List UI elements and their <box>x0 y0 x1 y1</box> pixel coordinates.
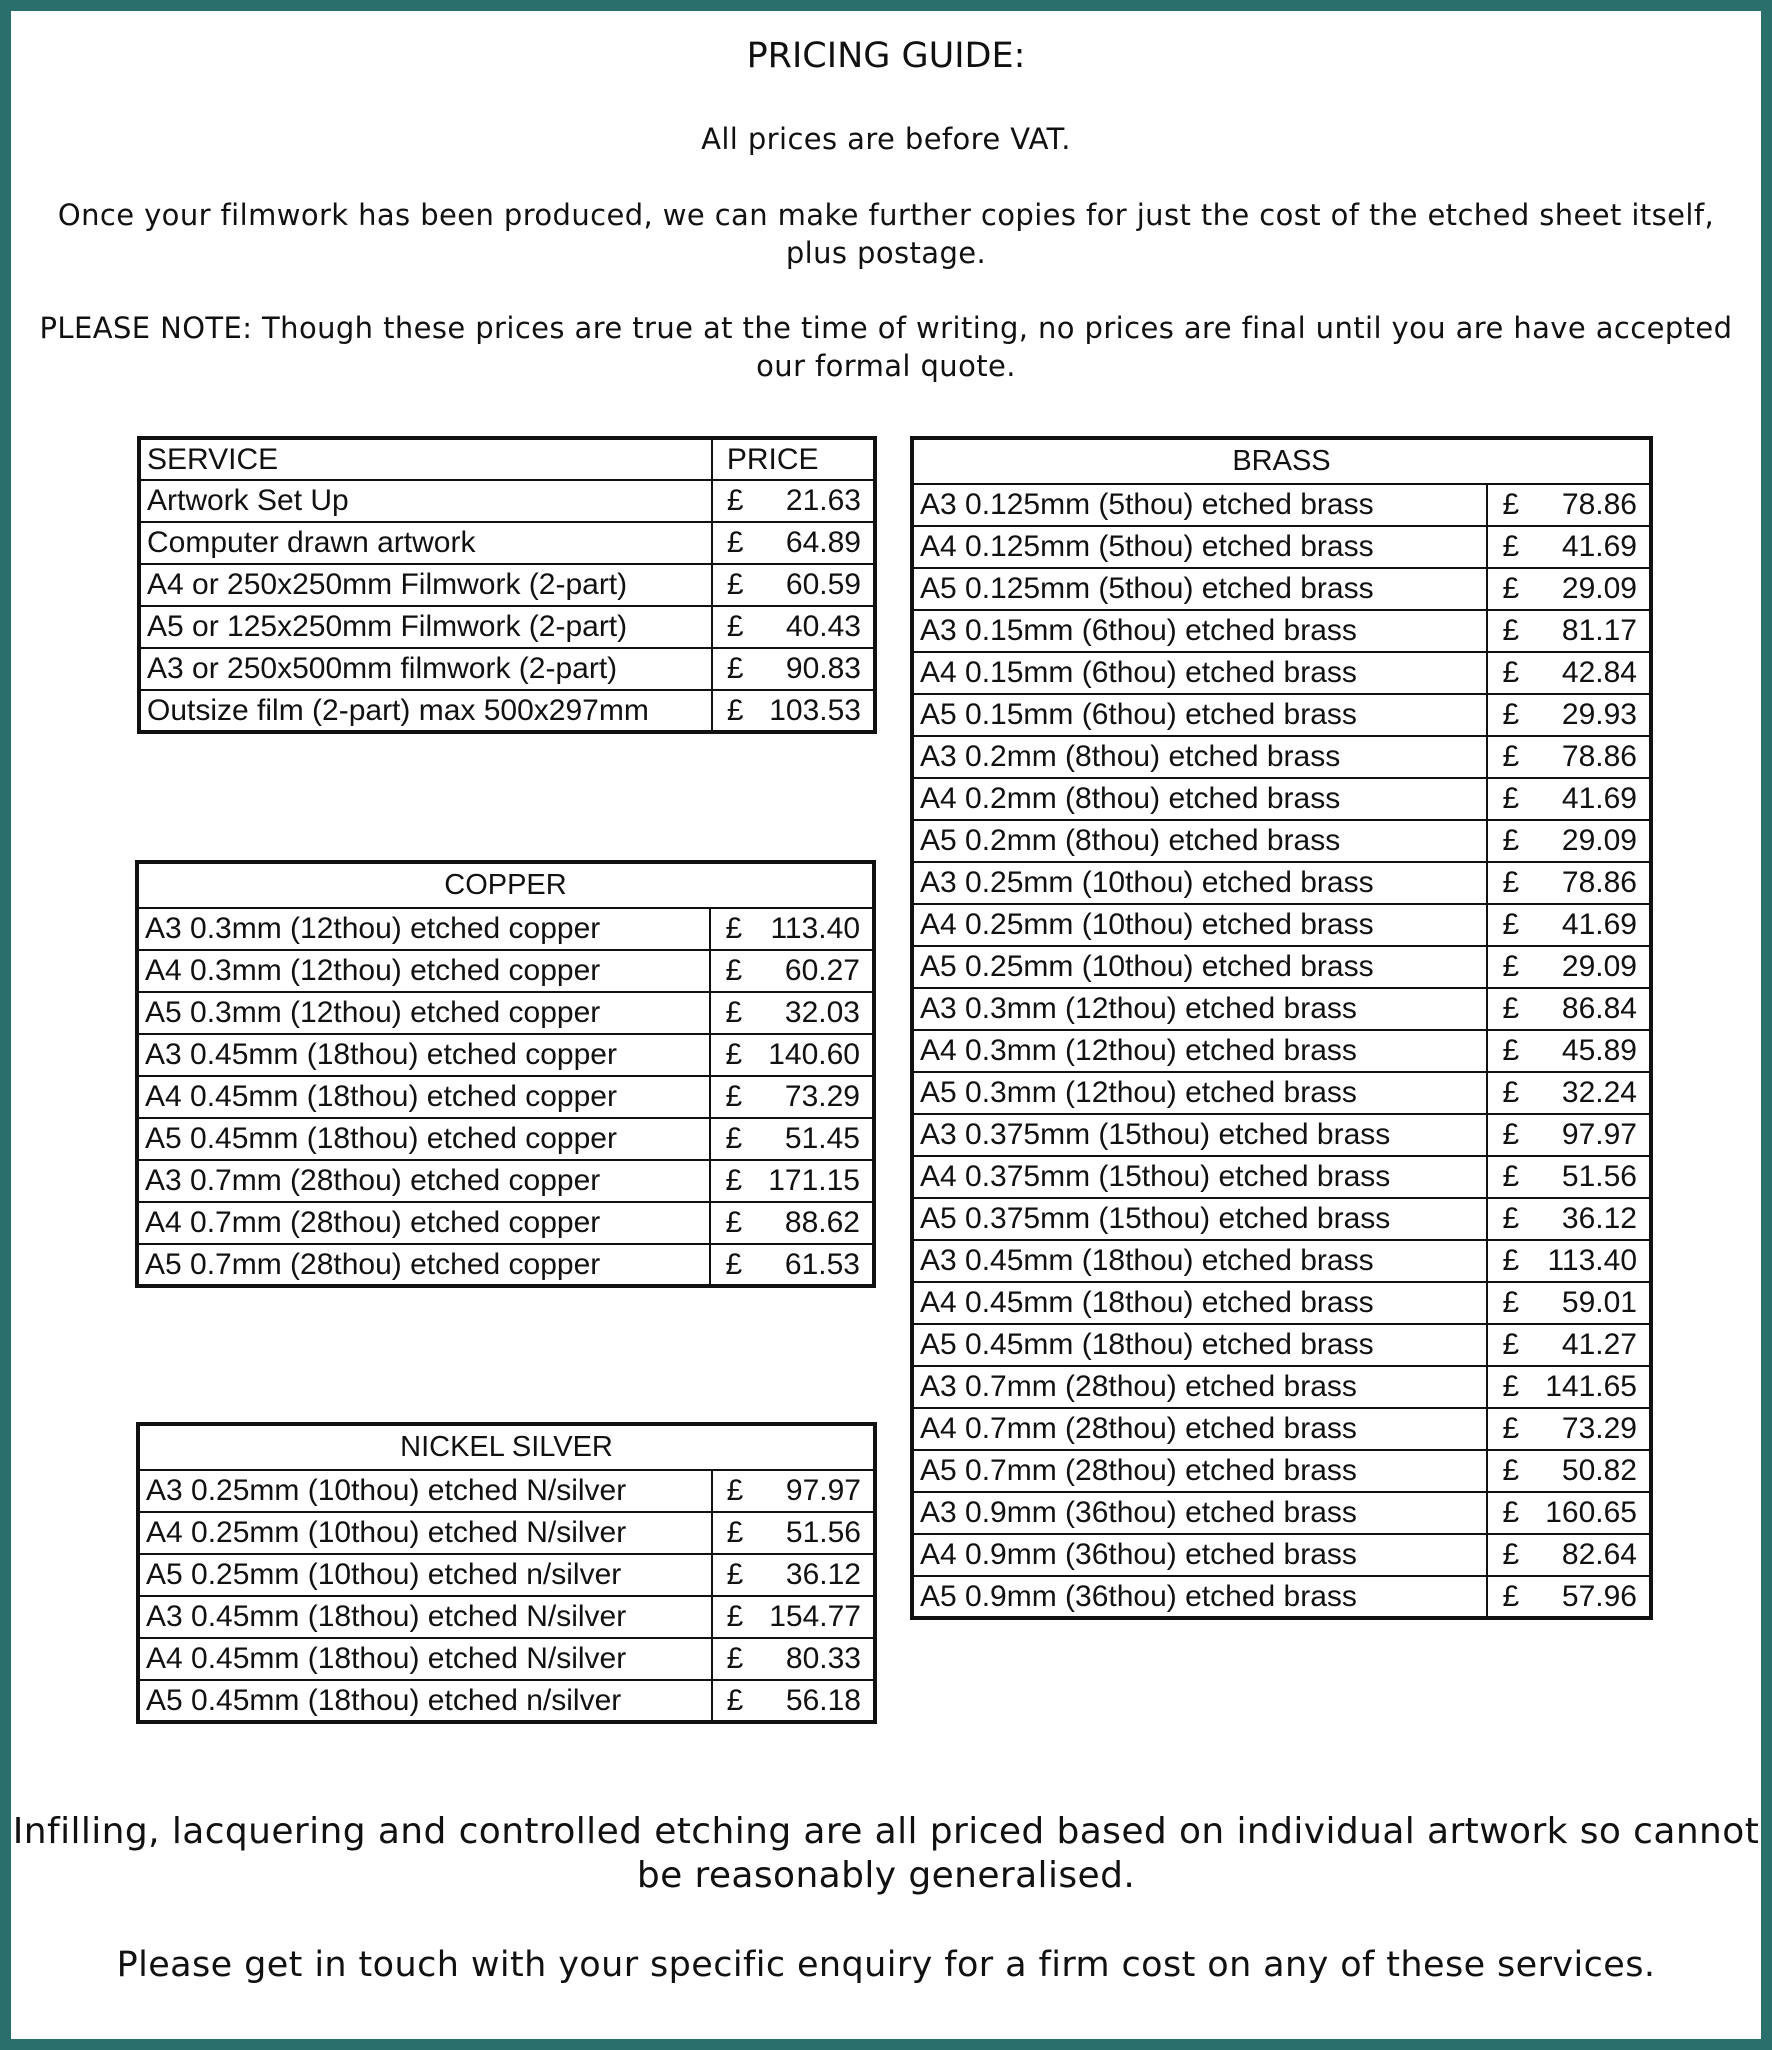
vat-note: All prices are before VAT. <box>701 122 1071 156</box>
price-cell <box>1487 526 1651 568</box>
price-value: 40.43 <box>785 610 861 643</box>
currency-symbol: £ <box>1502 1328 1520 1361</box>
price-cell <box>1487 1282 1651 1324</box>
please-note: PLEASE NOTE: Though these prices are true at the time of writing, no prices are final until you are have accepted our formal quote. <box>39 311 1733 383</box>
price-value: 78.86 <box>1561 866 1637 899</box>
service-cell: A3 0.9mm (36thou) etched brass <box>912 1492 1487 1534</box>
table-row <box>138 1512 875 1554</box>
currency-symbol: £ <box>726 693 744 727</box>
nickel-silver-table-body <box>138 1470 875 1722</box>
price-cell <box>712 606 875 648</box>
table-row <box>912 946 1651 988</box>
price-value: 41.69 <box>1561 782 1637 815</box>
service-cell: A5 0.25mm (10thou) etched n/silver <box>138 1554 712 1596</box>
service-cell: A5 0.2mm (8thou) etched brass <box>912 820 1487 862</box>
table-row <box>912 610 1651 652</box>
table-row <box>912 1450 1651 1492</box>
table-row <box>139 480 875 522</box>
currency-symbol: £ <box>725 996 743 1029</box>
price-cell <box>712 1638 875 1680</box>
table-row <box>138 1470 875 1512</box>
infill-note: Infilling, lacquering and controlled etching are all priced based on individual artwork so cannot be reasonably generalised. <box>12 1811 1760 1896</box>
price-value: 51.56 <box>1561 1160 1637 1193</box>
price-value: 29.09 <box>1561 824 1637 857</box>
service-cell: A5 0.25mm (10thou) etched brass <box>912 946 1487 988</box>
price-cell <box>1487 1576 1651 1618</box>
table-row <box>912 484 1651 526</box>
price-value: 154.77 <box>769 1600 861 1633</box>
table-row <box>912 1492 1651 1534</box>
price-cell <box>712 480 875 522</box>
service-cell: A4 0.7mm (28thou) etched copper <box>137 1202 710 1244</box>
price-cell <box>710 1076 874 1118</box>
service-cell: A4 0.45mm (18thou) etched copper <box>137 1076 710 1118</box>
price-cell <box>712 1512 875 1554</box>
price-value: 57.96 <box>1561 1579 1637 1613</box>
price-value: 29.93 <box>1561 698 1637 731</box>
price-value: 73.29 <box>784 1080 860 1113</box>
price-value: 141.65 <box>1545 1370 1637 1403</box>
service-cell: A5 0.45mm (18thou) etched copper <box>137 1118 710 1160</box>
currency-symbol: £ <box>726 568 744 601</box>
currency-symbol: £ <box>1502 740 1520 773</box>
price-value: 80.33 <box>785 1642 861 1675</box>
price-cell <box>1487 1408 1651 1450</box>
price-cell <box>1487 1156 1651 1198</box>
price-cell <box>1487 652 1651 694</box>
service-column-header: SERVICE <box>139 438 712 480</box>
price-cell <box>1487 1492 1651 1534</box>
currency-symbol: £ <box>1502 1538 1520 1571</box>
price-value: 56.18 <box>785 1683 861 1717</box>
table-row <box>139 648 875 690</box>
price-value: 90.83 <box>785 652 861 685</box>
currency-symbol: £ <box>1502 530 1520 563</box>
price-cell <box>1487 862 1651 904</box>
service-cell: A5 0.7mm (28thou) etched brass <box>912 1450 1487 1492</box>
price-cell <box>712 522 875 564</box>
price-value: 140.60 <box>768 1038 860 1071</box>
price-cell <box>1487 946 1651 988</box>
currency-symbol: £ <box>725 1122 743 1155</box>
table-row <box>912 862 1651 904</box>
table-row <box>912 1366 1651 1408</box>
currency-symbol: £ <box>1502 1412 1520 1445</box>
table-row <box>912 526 1651 568</box>
price-value: 171.15 <box>768 1164 860 1197</box>
price-cell <box>1487 778 1651 820</box>
service-cell: A4 0.45mm (18thou) etched N/silver <box>138 1638 712 1680</box>
currency-symbol: £ <box>726 610 744 643</box>
service-cell: A5 0.45mm (18thou) etched n/silver <box>138 1680 712 1722</box>
price-cell <box>710 1244 874 1286</box>
currency-symbol: £ <box>1502 1034 1520 1067</box>
price-value: 32.03 <box>784 996 860 1029</box>
price-cell <box>1487 1324 1651 1366</box>
price-value: 97.97 <box>785 1474 861 1507</box>
currency-symbol: £ <box>1502 992 1520 1025</box>
price-value: 45.89 <box>1561 1034 1637 1067</box>
price-cell <box>1487 484 1651 526</box>
price-cell <box>1487 1450 1651 1492</box>
price-value: 113.40 <box>770 912 860 945</box>
service-cell: A3 0.25mm (10thou) etched brass <box>912 862 1487 904</box>
service-cell: A5 0.375mm (15thou) etched brass <box>912 1198 1487 1240</box>
currency-symbol: £ <box>1502 1118 1520 1151</box>
service-cell: A3 0.2mm (8thou) etched brass <box>912 736 1487 778</box>
table-row <box>137 1244 874 1286</box>
nickel-silver-price-table <box>136 1422 877 1724</box>
service-cell: A3 0.3mm (12thou) etched brass <box>912 988 1487 1030</box>
table-row <box>912 820 1651 862</box>
table-header-row <box>137 862 874 908</box>
price-value: 81.17 <box>1561 614 1637 647</box>
price-cell <box>710 1160 874 1202</box>
service-cell: A4 or 250x250mm Filmwork (2-part) <box>139 564 712 606</box>
price-value: 36.12 <box>785 1558 861 1591</box>
page-title: PRICING GUIDE: <box>746 36 1026 76</box>
price-cell <box>712 1554 875 1596</box>
table-row <box>912 1030 1651 1072</box>
table-row <box>138 1554 875 1596</box>
price-column-header: PRICE <box>712 438 875 480</box>
service-cell: A3 0.15mm (6thou) etched brass <box>912 610 1487 652</box>
currency-symbol: £ <box>726 1516 744 1549</box>
price-cell <box>1487 1114 1651 1156</box>
currency-symbol: £ <box>1502 824 1520 857</box>
table-row <box>912 1198 1651 1240</box>
price-value: 78.86 <box>1561 488 1637 521</box>
price-value: 60.27 <box>784 954 860 987</box>
price-cell <box>1487 1072 1651 1114</box>
table-row <box>138 1596 875 1638</box>
price-cell <box>1487 1366 1651 1408</box>
price-value: 73.29 <box>1561 1412 1637 1445</box>
currency-symbol: £ <box>725 1164 743 1197</box>
currency-symbol: £ <box>726 526 744 559</box>
table-row <box>139 564 875 606</box>
table-row <box>912 1114 1651 1156</box>
service-cell: A4 0.45mm (18thou) etched brass <box>912 1282 1487 1324</box>
price-cell <box>712 648 875 690</box>
table-row <box>912 652 1651 694</box>
currency-symbol: £ <box>725 1038 743 1071</box>
table-row <box>912 694 1651 736</box>
currency-symbol: £ <box>726 1474 744 1507</box>
currency-symbol: £ <box>1502 572 1520 605</box>
table-row <box>912 1240 1651 1282</box>
table-row <box>912 736 1651 778</box>
currency-symbol: £ <box>726 1600 744 1633</box>
price-cell <box>710 908 874 950</box>
price-cell <box>1487 1534 1651 1576</box>
price-cell <box>712 690 875 732</box>
service-price-table <box>137 436 877 734</box>
table-row <box>912 988 1651 1030</box>
service-cell: A4 0.25mm (10thou) etched brass <box>912 904 1487 946</box>
price-value: 59.01 <box>1561 1286 1637 1319</box>
price-value: 41.27 <box>1561 1328 1637 1361</box>
price-value: 160.65 <box>1545 1496 1637 1529</box>
table-row <box>912 568 1651 610</box>
service-cell: A5 0.7mm (28thou) etched copper <box>137 1244 710 1286</box>
brass-table-body <box>912 484 1651 1618</box>
currency-symbol: £ <box>1502 1202 1520 1235</box>
table-header-row <box>912 438 1651 484</box>
table-row <box>137 1076 874 1118</box>
table-row <box>912 1408 1651 1450</box>
table-header-row <box>138 1424 875 1470</box>
service-cell: A4 0.2mm (8thou) etched brass <box>912 778 1487 820</box>
table-row <box>912 1072 1651 1114</box>
service-cell: A3 0.45mm (18thou) etched copper <box>137 1034 710 1076</box>
table-row <box>912 778 1651 820</box>
service-cell: A4 0.125mm (5thou) etched brass <box>912 526 1487 568</box>
price-value: 113.40 <box>1547 1244 1637 1277</box>
currency-symbol: £ <box>726 652 744 685</box>
service-cell: A4 0.15mm (6thou) etched brass <box>912 652 1487 694</box>
brass-price-table <box>910 436 1653 1620</box>
service-cell: A3 or 250x500mm filmwork (2-part) <box>139 648 712 690</box>
price-value: 42.84 <box>1561 656 1637 689</box>
currency-symbol: £ <box>1502 1496 1520 1529</box>
price-value: 29.09 <box>1561 572 1637 605</box>
service-table-body <box>139 480 875 732</box>
table-row <box>137 950 874 992</box>
currency-symbol: £ <box>1502 782 1520 815</box>
price-value: 103.53 <box>769 693 861 727</box>
currency-symbol: £ <box>1502 866 1520 899</box>
price-cell <box>1487 1240 1651 1282</box>
table-row <box>912 1282 1651 1324</box>
price-cell <box>1487 694 1651 736</box>
table-row <box>137 1160 874 1202</box>
price-cell <box>1487 610 1651 652</box>
table-row <box>912 904 1651 946</box>
currency-symbol: £ <box>1502 950 1520 983</box>
service-cell: A5 0.3mm (12thou) etched copper <box>137 992 710 1034</box>
service-cell: A5 0.15mm (6thou) etched brass <box>912 694 1487 736</box>
currency-symbol: £ <box>725 1206 743 1239</box>
price-value: 60.59 <box>785 568 861 601</box>
currency-symbol: £ <box>1502 614 1520 647</box>
service-cell: A3 0.125mm (5thou) etched brass <box>912 484 1487 526</box>
price-value: 64.89 <box>785 526 861 559</box>
service-cell: A5 0.125mm (5thou) etched brass <box>912 568 1487 610</box>
table-row <box>138 1638 875 1680</box>
price-cell <box>712 1470 875 1512</box>
price-cell <box>1487 736 1651 778</box>
service-cell: A4 0.7mm (28thou) etched brass <box>912 1408 1487 1450</box>
service-cell: A4 0.3mm (12thou) etched brass <box>912 1030 1487 1072</box>
table-row <box>912 1156 1651 1198</box>
price-value: 32.24 <box>1561 1076 1637 1109</box>
price-cell <box>1487 1030 1651 1072</box>
price-cell <box>710 1034 874 1076</box>
price-value: 29.09 <box>1561 950 1637 983</box>
service-cell: A4 0.9mm (36thou) etched brass <box>912 1534 1487 1576</box>
nickel-silver-table-title: NICKEL SILVER <box>138 1424 875 1470</box>
table-row <box>912 1534 1651 1576</box>
service-cell: A5 or 125x250mm Filmwork (2-part) <box>139 606 712 648</box>
table-row <box>137 992 874 1034</box>
price-value: 88.62 <box>784 1206 860 1239</box>
price-cell <box>712 564 875 606</box>
price-cell <box>710 1202 874 1244</box>
table-row <box>137 908 874 950</box>
price-value: 86.84 <box>1561 992 1637 1025</box>
price-cell <box>712 1596 875 1638</box>
service-cell: A3 0.45mm (18thou) etched brass <box>912 1240 1487 1282</box>
currency-symbol: £ <box>1502 488 1520 521</box>
price-value: 51.45 <box>784 1122 860 1155</box>
currency-symbol: £ <box>726 1558 744 1591</box>
currency-symbol: £ <box>1502 1454 1520 1487</box>
table-row <box>137 1034 874 1076</box>
service-cell: A5 0.9mm (36thou) etched brass <box>912 1576 1487 1618</box>
service-cell: A5 0.3mm (12thou) etched brass <box>912 1072 1487 1114</box>
price-cell <box>1487 568 1651 610</box>
currency-symbol: £ <box>1502 908 1520 941</box>
currency-symbol: £ <box>726 484 744 517</box>
copies-note: Once your filmwork has been produced, we can make further copies for just the cost of the etched sheet itself, plus postage. <box>57 198 1715 270</box>
currency-symbol: £ <box>1502 1370 1520 1403</box>
currency-symbol: £ <box>1502 698 1520 731</box>
table-row <box>139 690 875 732</box>
service-cell: Outsize film (2-part) max 500x297mm <box>139 690 712 732</box>
service-cell: Artwork Set Up <box>139 480 712 522</box>
service-cell: A3 0.25mm (10thou) etched N/silver <box>138 1470 712 1512</box>
table-header-row <box>139 438 875 480</box>
currency-symbol: £ <box>725 1247 743 1281</box>
service-cell: A3 0.375mm (15thou) etched brass <box>912 1114 1487 1156</box>
price-cell <box>1487 988 1651 1030</box>
currency-symbol: £ <box>725 1080 743 1113</box>
table-row <box>139 606 875 648</box>
price-value: 41.69 <box>1561 908 1637 941</box>
price-value: 51.56 <box>785 1516 861 1549</box>
price-cell <box>710 992 874 1034</box>
service-cell: A4 0.375mm (15thou) etched brass <box>912 1156 1487 1198</box>
price-value: 50.82 <box>1561 1454 1637 1487</box>
price-value: 78.86 <box>1561 740 1637 773</box>
table-row <box>138 1680 875 1722</box>
price-value: 41.69 <box>1561 530 1637 563</box>
copper-table-title: COPPER <box>137 862 874 908</box>
currency-symbol: £ <box>725 912 743 945</box>
price-cell <box>710 1118 874 1160</box>
currency-symbol: £ <box>1502 1579 1520 1613</box>
table-row <box>912 1576 1651 1618</box>
service-cell: A3 0.7mm (28thou) etched brass <box>912 1366 1487 1408</box>
price-value: 21.63 <box>785 484 861 517</box>
price-value: 61.53 <box>784 1247 860 1281</box>
price-value: 82.64 <box>1561 1538 1637 1571</box>
price-cell <box>710 950 874 992</box>
price-cell <box>1487 820 1651 862</box>
service-cell: A3 0.3mm (12thou) etched copper <box>137 908 710 950</box>
price-cell <box>1487 904 1651 946</box>
table-row <box>137 1202 874 1244</box>
table-row <box>139 522 875 564</box>
service-cell: A3 0.7mm (28thou) etched copper <box>137 1160 710 1202</box>
currency-symbol: £ <box>725 954 743 987</box>
brass-table-title: BRASS <box>912 438 1651 484</box>
currency-symbol: £ <box>1502 1160 1520 1193</box>
price-value: 97.97 <box>1561 1118 1637 1151</box>
table-row <box>137 1118 874 1160</box>
table-row <box>912 1324 1651 1366</box>
contact-note: Please get in touch with your specific enquiry for a firm cost on any of these services. <box>116 1945 1656 1985</box>
copper-table-body <box>137 908 874 1286</box>
service-cell: A3 0.45mm (18thou) etched N/silver <box>138 1596 712 1638</box>
service-cell: A5 0.45mm (18thou) etched brass <box>912 1324 1487 1366</box>
copper-price-table <box>135 860 876 1288</box>
currency-symbol: £ <box>1502 1244 1520 1277</box>
service-cell: A4 0.3mm (12thou) etched copper <box>137 950 710 992</box>
service-cell: Computer drawn artwork <box>139 522 712 564</box>
price-cell <box>712 1680 875 1722</box>
currency-symbol: £ <box>726 1642 744 1675</box>
service-cell: A4 0.25mm (10thou) etched N/silver <box>138 1512 712 1554</box>
currency-symbol: £ <box>1502 656 1520 689</box>
currency-symbol: £ <box>1502 1286 1520 1319</box>
price-value: 36.12 <box>1561 1202 1637 1235</box>
currency-symbol: £ <box>1502 1076 1520 1109</box>
currency-symbol: £ <box>726 1683 744 1717</box>
price-cell <box>1487 1198 1651 1240</box>
